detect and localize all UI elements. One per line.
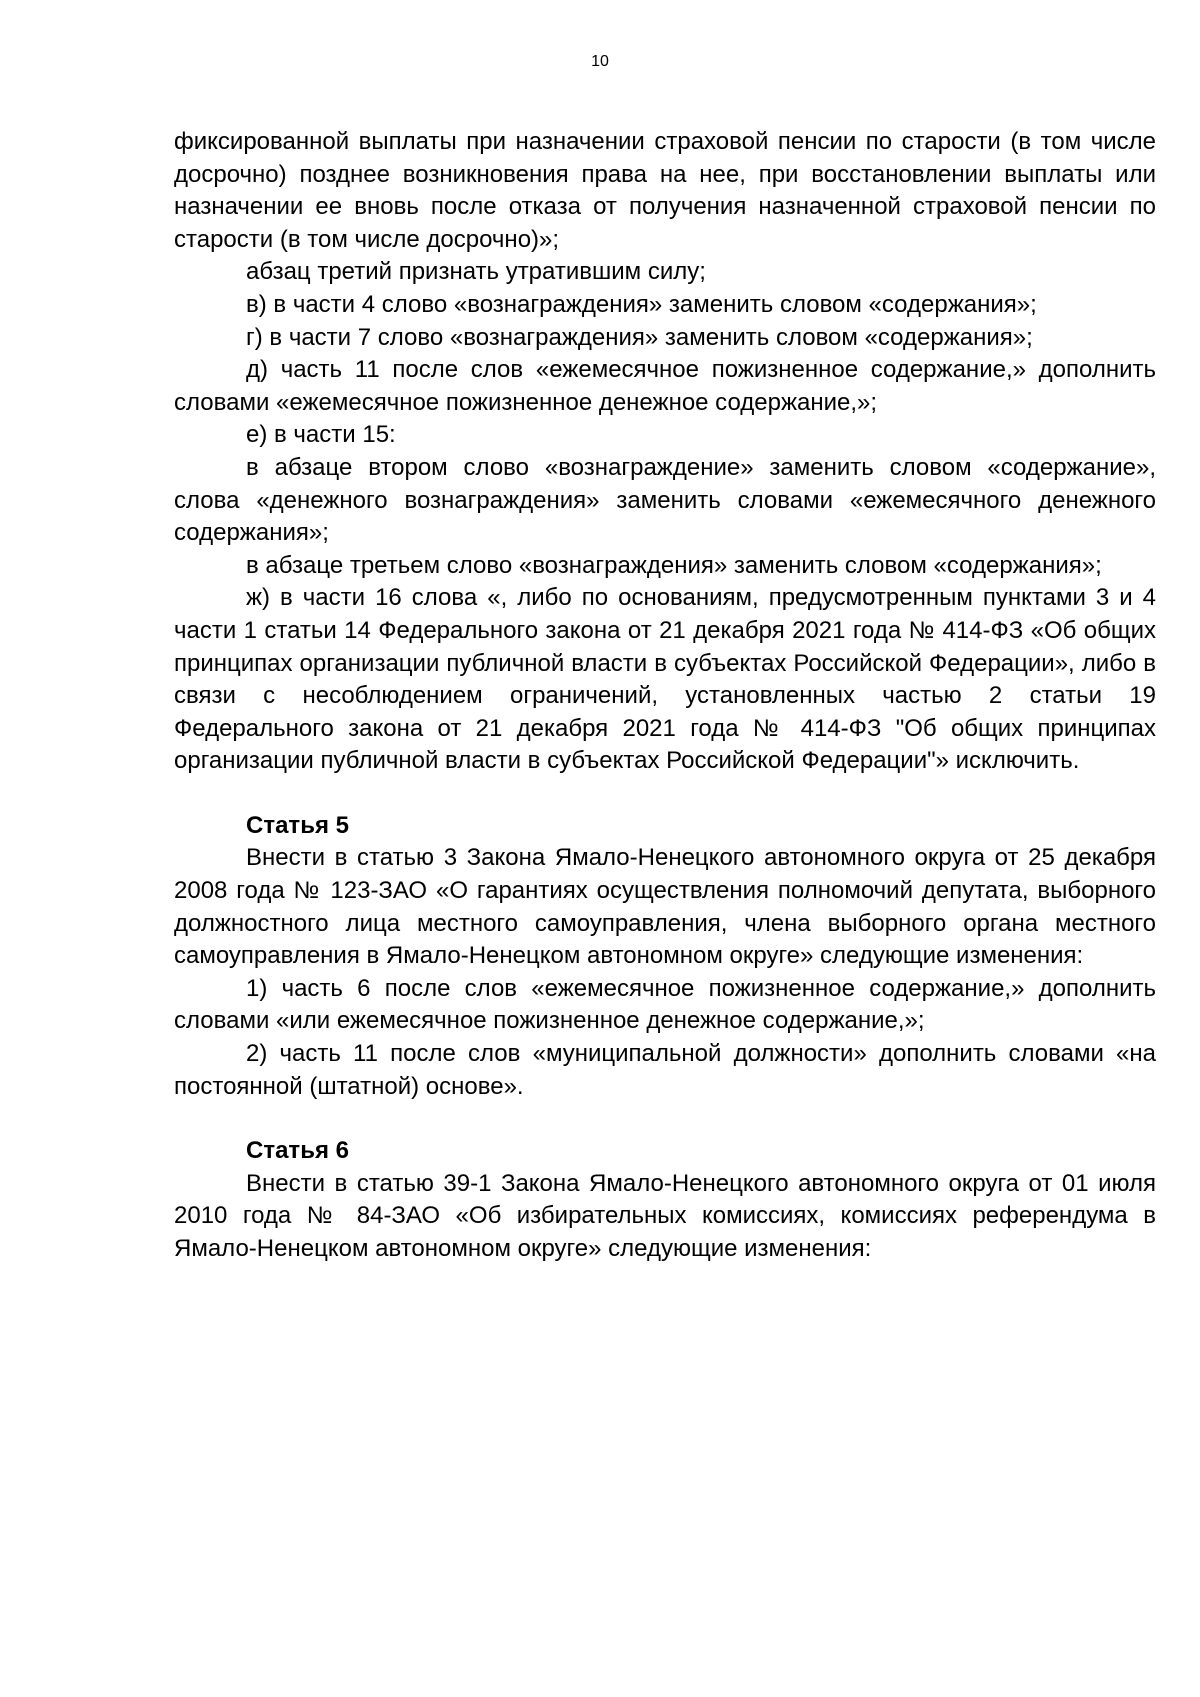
paragraph: г) в части 7 слово «вознаграждения» заменить словом «содержания»; xyxy=(246,323,1033,351)
page-number: 10 xyxy=(591,53,609,70)
paragraph: в) в части 4 слово «вознаграждения» заменить словом «содержания»; xyxy=(246,290,1037,318)
paragraph: Внести в статью 3 Закона Ямало-Ненецкого автономного округа от 25 декабря 2008 года № 123-ЗАО «О гарантиях осуществления полномочий депутата, выборного должностного лица местного самоуправления, члена выборного органа местного самоуправления в Ямало-Ненецком автономном округе» следующие изменения: xyxy=(174,844,1156,970)
paragraph: абзац третий признать утратившим силу; xyxy=(246,258,706,286)
paragraph: в абзаце третьем слово «вознаграждения» заменить словом «содержания»; xyxy=(246,551,1102,579)
paragraph: в абзаце втором слово «вознаграждение» заменить словом «содержание», слова «денежного вознаграждения» заменить словами «ежемесячного денежного содержания»; xyxy=(174,453,1156,547)
document-body xyxy=(174,126,1156,1266)
paragraph: е) в части 15: xyxy=(246,421,396,449)
paragraph: Внести в статью 39-1 Закона Ямало-Ненецкого автономного округа от 01 июля 2010 года № 84-ЗАО «Об избирательных комиссиях, комиссиях референдума в Ямало-Ненецком автономном округе» следующие изменения: xyxy=(174,1169,1156,1262)
paragraph: д) часть 11 после слов «ежемесячное пожизненное содержание,» дополнить словами «ежемесячное пожизненное денежное содержание,»; xyxy=(174,356,1156,416)
paragraph: фиксированной выплаты при назначении страховой пенсии по старости (в том числе досрочно) позднее возникновения права на нее, при восстановлении выплаты или назначении ее вновь после отказа от получения назначенной страховой пенсии по старости (в том числе досрочно)»; xyxy=(174,128,1156,253)
article-5-heading: Статья 5 xyxy=(246,811,349,839)
paragraph: ж) в части 16 слова «, либо по основаниям, предусмотренным пунктами 3 и 4 части 1 статьи 14 Федерального закона от 21 декабря 2021 года № 414-ФЗ «Об общих принципах организации публичной власти в субъектах Российской Федерации», либо в связи с несоблюдением ограничений, установленных частью 2 статьи 19 Федерального закона от 21 декабря 2021 года № 414-ФЗ "Об общих принципах организации публичной власти в субъектах Российской Федерации"» исключить. xyxy=(174,584,1156,775)
paragraph: 2) часть 11 после слов «муниципальной должности» дополнить словами «на постоянной (штатной) основе». xyxy=(174,1040,1156,1100)
paragraph: 1) часть 6 после слов «ежемесячное пожизненное содержание,» дополнить словами «или ежемесячное пожизненное денежное содержание,»; xyxy=(174,974,1156,1035)
article-6-heading: Статья 6 xyxy=(246,1137,349,1165)
